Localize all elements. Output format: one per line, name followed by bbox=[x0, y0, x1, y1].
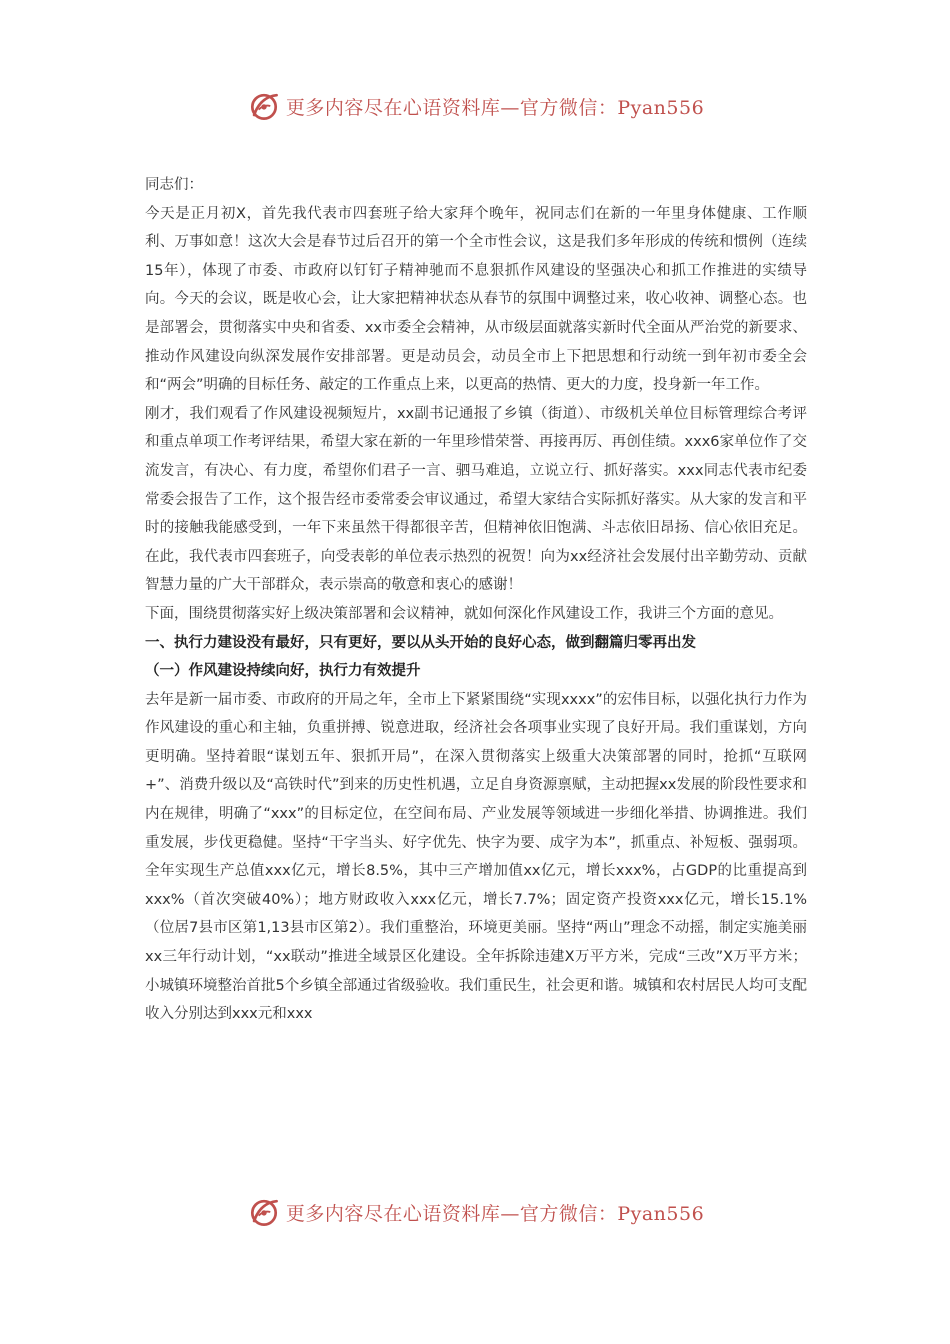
document-body bbox=[145, 171, 807, 1029]
swirl-logo-icon bbox=[246, 1194, 282, 1230]
banner-text: 更多内容尽在心语资料库—官方微信：Pyan556 bbox=[285, 96, 705, 119]
subsection-heading-1: （一）作风建设持续向好，执行力有效提升 bbox=[145, 663, 421, 680]
paragraph-review: 刚才，我们观看了作风建设视频短片，xx副书记通报了乡镇（街道）、市级机关单位目标管理综合考评和重点单项工作考评结果，希望大家在新的一年里珍惜荣誉、再接再厉、再创佳绩。xxx6家单位作了交流发言，有决心、有力度，希望你们君子一言、驷马难追，立说立行、抓好落实。xxx同志代表市纪委常委会报告了工作，这个报告经市委常委会审议通过，希望大家结合实际抓好落实。从大家的发言和平时的接触我能感受到，一年下来虽然干得都很辛苦，但精神依旧饱满、斗志依旧昂扬、信心依旧充足。在此，我代表市四套班子，向受表彰的单位表示热烈的祝贺！向为xx经济社会发展付出辛勤劳动、贡献智慧力量的广大干部群众，表示崇高的敬意和衷心的感谢！ bbox=[145, 405, 807, 594]
salutation: 同志们： bbox=[145, 177, 203, 193]
paragraph-achievements: 去年是新一届市委、市政府的开局之年，全市上下紧紧围绕“实现xxxx”的宏伟目标，以强化执行力作为作风建设的重心和主轴，负重拼搏、锐意进取，经济社会各项事业实现了良好开局。我们重谋划，方向更明确。坚持着眼“谋划五年、狠抓开局”，在深入贯彻落实上级重大决策部署的同时，抢抓“互联网+”、消费升级以及“高铁时代”到来的历史性机遇，立足自身资源禀赋，主动把握xx发展的阶段性要求和内在规律，明确了“xxx”的目标定位，在空间布局、产业发展等领域进一步细化举措、协调推进。我们重发展，步伐更稳健。坚持“干字当头、好字优先、快字为要、成字为本”，抓重点、补短板、强弱项。全年实现生产总值xxx亿元，增长8.5%，其中三产增加值xx亿元，增长xxx%，占GDP的比重提高到xxx%（首次突破40%）；地方财政收入xxx亿元，增长7.7%；固定资产投资xxx亿元，增长15.1%（位居7县市区第1,13县市区第2）。我们重整治，环境更美丽。坚持“两山”理念不动摇，制定实施美丽xx三年行动计划，“xx联动”推进全域景区化建设。全年拆除违建X万平方米，完成“三改”X万平方米；小城镇环境整治首批5个乡镇全部通过省级验收。我们重民生，社会更和谐。城镇和农村居民人均可支配收入分别达到xxx元和xxx bbox=[145, 691, 807, 1023]
paragraph-opening: 今天是正月初X，首先我代表市四套班子给大家拜个晚年，祝同志们在新的一年里身体健康、工作顺利、万事如意！这次大会是春节过后召开的第一个全市性会议，这是我们多年形成的传统和惯例（连续15年），体现了市委、市政府以钉钉子精神驰而不息狠抓作风建设的坚强决心和抓工作推进的实绩导向。今天的会议，既是收心会，让大家把精神状态从春节的氛围中调整过来，收心收神、调整心态。也是部署会，贯彻落实中央和省委、xx市委全会精神，从市级层面就落实新时代全面从严治党的新要求、推动作风建设向纵深发展作安排部署。更是动员会，动员全市上下把思想和行动统一到年初市委全会和“两会”明确的目标任务、敲定的工作重点上来，以更高的热情、更大的力度，投身新一年工作。 bbox=[145, 205, 807, 394]
banner-text: 更多内容尽在心语资料库—官方微信：Pyan556 bbox=[285, 1202, 705, 1225]
footer-watermark-banner bbox=[0, 1192, 950, 1232]
swirl-logo-icon bbox=[246, 88, 282, 124]
section-heading-1: 一、执行力建设没有最好，只有更好，要以从头开始的良好心态，做到翻篇归零再出发 bbox=[145, 634, 696, 651]
header-watermark-banner bbox=[0, 86, 950, 126]
paragraph-intro: 下面，围绕贯彻落实好上级决策部署和会议精神，就如何深化作风建设工作，我讲三个方面的意见。 bbox=[145, 605, 783, 622]
